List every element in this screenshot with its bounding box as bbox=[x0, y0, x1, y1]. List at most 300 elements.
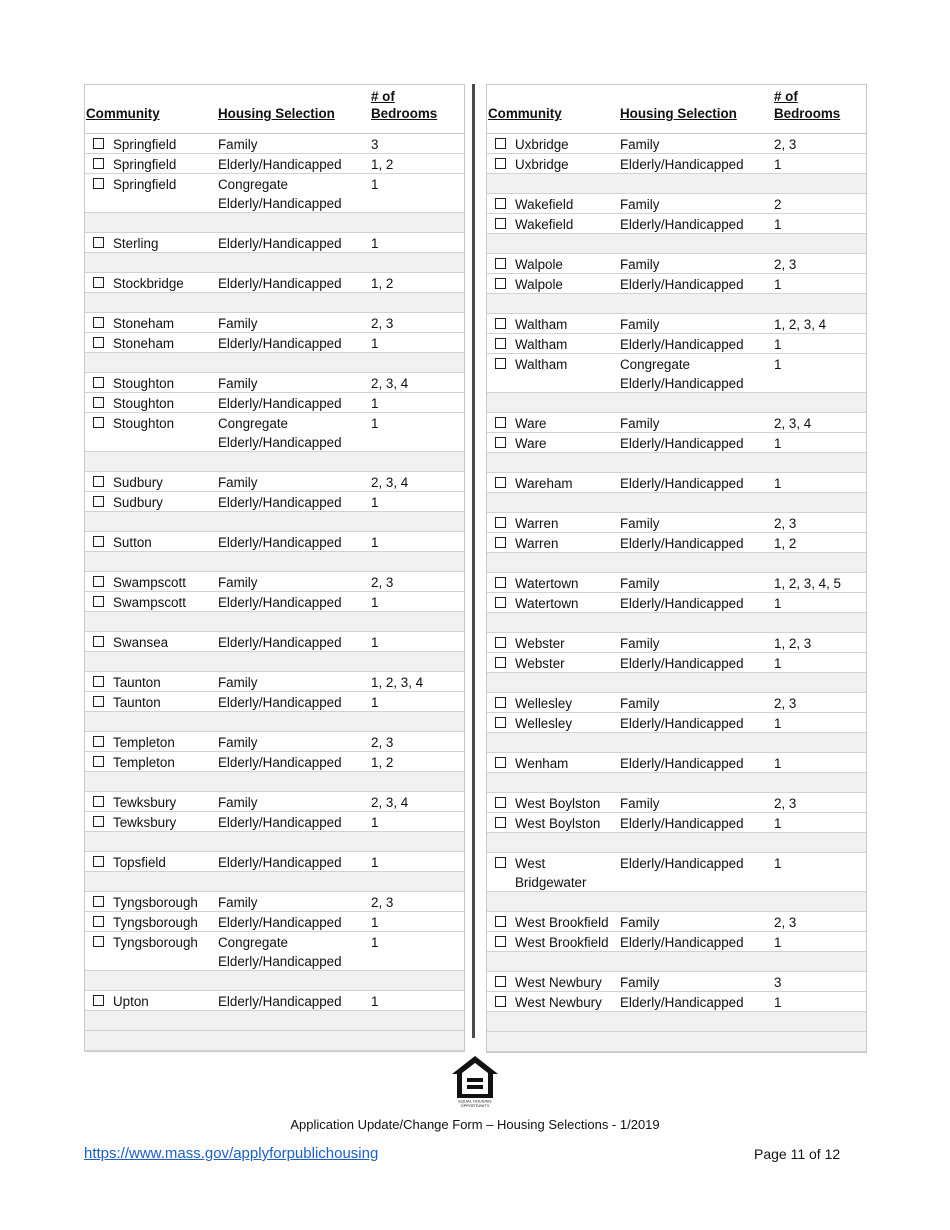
housing-selection-cell: Elderly/Handicapped bbox=[218, 595, 342, 610]
housing-selection-cell: Family bbox=[620, 257, 660, 272]
community-cell: Warren bbox=[515, 516, 559, 531]
left-table bbox=[84, 84, 465, 1052]
selection-checkbox[interactable] bbox=[93, 277, 104, 288]
bedrooms-cell: 1 bbox=[371, 815, 379, 830]
community-cell: Taunton bbox=[113, 695, 161, 710]
table-row bbox=[85, 273, 464, 293]
bedrooms-cell: 1 bbox=[371, 495, 379, 510]
spacer-row bbox=[85, 612, 464, 632]
header-bedrooms-line2: Bedrooms bbox=[371, 106, 438, 121]
bedrooms-cell: 2, 3 bbox=[774, 516, 797, 531]
selection-checkbox[interactable] bbox=[93, 576, 104, 587]
community-cell: Springfield bbox=[113, 157, 177, 172]
table-row bbox=[487, 853, 866, 892]
community-cell: Tewksbury bbox=[113, 815, 177, 830]
table-row bbox=[85, 632, 464, 652]
housing-selection-cell: Elderly/Handicapped bbox=[218, 815, 342, 830]
table-row bbox=[85, 852, 464, 872]
housing-selection-cell: Family bbox=[218, 137, 258, 152]
table-row bbox=[85, 532, 464, 552]
equal-housing-opportunity-icon bbox=[450, 1054, 500, 1108]
spacer-row bbox=[487, 733, 866, 753]
community-cell: Templeton bbox=[113, 735, 175, 750]
table-row bbox=[487, 134, 866, 154]
selection-checkbox[interactable] bbox=[495, 437, 506, 448]
spacer-row bbox=[487, 892, 866, 912]
bedrooms-cell: 1 bbox=[774, 716, 782, 731]
spacer-row bbox=[487, 773, 866, 793]
table-row bbox=[85, 592, 464, 612]
selection-checkbox[interactable] bbox=[93, 397, 104, 408]
housing-selection-cell: Family bbox=[218, 795, 258, 810]
bedrooms-cell: 1 bbox=[774, 217, 782, 232]
spacer-row bbox=[487, 673, 866, 693]
spacer-row bbox=[487, 1032, 866, 1052]
table-row bbox=[85, 991, 464, 1011]
spacer-row bbox=[85, 293, 464, 313]
selection-checkbox[interactable] bbox=[93, 995, 104, 1006]
selection-checkbox[interactable] bbox=[93, 936, 104, 947]
housing-selection-cell: Family bbox=[620, 137, 660, 152]
housing-selection-cell: Elderly/Handicapped bbox=[620, 856, 744, 871]
community-cell: Walpole bbox=[515, 257, 563, 272]
spacer-row bbox=[85, 512, 464, 532]
spacer-row bbox=[85, 552, 464, 572]
table-row bbox=[487, 473, 866, 493]
selection-checkbox[interactable] bbox=[495, 717, 506, 728]
bedrooms-cell: 3 bbox=[371, 137, 379, 152]
community-cell: Taunton bbox=[113, 675, 161, 690]
table-row bbox=[85, 572, 464, 592]
table-row bbox=[487, 334, 866, 354]
right-table-body bbox=[487, 134, 866, 1052]
selection-checkbox[interactable] bbox=[93, 337, 104, 348]
table-row bbox=[487, 214, 866, 234]
bedrooms-cell: 1 bbox=[371, 994, 379, 1009]
selection-checkbox[interactable] bbox=[495, 477, 506, 488]
table-row bbox=[487, 653, 866, 673]
selection-checkbox[interactable] bbox=[93, 317, 104, 328]
community-cell: West Brookfield bbox=[515, 935, 609, 950]
table-row bbox=[85, 233, 464, 253]
selection-checkbox[interactable] bbox=[495, 976, 506, 987]
selection-checkbox[interactable] bbox=[93, 756, 104, 767]
svg-text:EQUAL HOUSING: EQUAL HOUSING bbox=[458, 1098, 492, 1104]
selection-checkbox[interactable] bbox=[93, 237, 104, 248]
housing-selection-cell: Elderly/Handicapped bbox=[218, 236, 342, 251]
housing-selection-cell: Family bbox=[620, 197, 660, 212]
selection-checkbox[interactable] bbox=[495, 936, 506, 947]
community-cell: Webster bbox=[515, 636, 565, 651]
housing-selection-cell: Family bbox=[218, 316, 258, 331]
selection-checkbox[interactable] bbox=[495, 637, 506, 648]
table-row bbox=[85, 492, 464, 512]
selection-checkbox[interactable] bbox=[93, 377, 104, 388]
table-row bbox=[487, 633, 866, 653]
selection-checkbox[interactable] bbox=[495, 318, 506, 329]
housing-selection-cell: Elderly/Handicapped bbox=[620, 436, 744, 451]
bedrooms-cell: 1 bbox=[774, 357, 782, 372]
housing-selection-cell: Family bbox=[218, 895, 258, 910]
community-cell: West Brookfield bbox=[515, 915, 609, 930]
spacer-row bbox=[487, 1012, 866, 1032]
housing-selection-cell: Family bbox=[620, 915, 660, 930]
housing-selection-cell: Family bbox=[620, 516, 660, 531]
community-cell: Watertown bbox=[515, 576, 579, 591]
bedrooms-cell: 2, 3, 4 bbox=[371, 475, 409, 490]
table-row bbox=[487, 274, 866, 294]
spacer-row bbox=[85, 253, 464, 273]
housing-selection-cell: Family bbox=[218, 675, 258, 690]
table-row bbox=[85, 892, 464, 912]
table-row bbox=[487, 194, 866, 214]
bedrooms-cell: 1 bbox=[774, 596, 782, 611]
bedrooms-cell: 1, 2 bbox=[371, 276, 394, 291]
spacer-row bbox=[85, 832, 464, 852]
selection-checkbox[interactable] bbox=[495, 797, 506, 808]
community-cell: Sterling bbox=[113, 236, 159, 251]
page-number: Page 11 of 12 bbox=[754, 1146, 841, 1162]
header-bedrooms-line1: # of bbox=[371, 89, 395, 104]
svg-text:OPPORTUNITY: OPPORTUNITY bbox=[460, 1103, 490, 1108]
table-row bbox=[487, 433, 866, 453]
community-cell: Waltham bbox=[515, 337, 568, 352]
spacer-row bbox=[85, 712, 464, 732]
selection-checkbox[interactable] bbox=[93, 417, 104, 428]
selection-checkbox[interactable] bbox=[495, 757, 506, 768]
bedrooms-cell: 1 bbox=[371, 396, 379, 411]
community-cell: Warren bbox=[515, 536, 559, 551]
bedrooms-cell: 1 bbox=[774, 995, 782, 1010]
bedrooms-cell: 1 bbox=[371, 177, 379, 192]
table-row bbox=[85, 692, 464, 712]
table-row bbox=[487, 573, 866, 593]
selection-checkbox[interactable] bbox=[495, 916, 506, 927]
housing-selection-cell: Elderly/Handicapped bbox=[218, 396, 342, 411]
table-row bbox=[487, 314, 866, 334]
table-row bbox=[487, 154, 866, 174]
bedrooms-cell: 1 bbox=[774, 856, 782, 871]
community-cell: Stoneham bbox=[113, 316, 175, 331]
header-bedrooms-line2: Bedrooms bbox=[774, 106, 841, 121]
housing-selection-cell: Elderly/Handicapped bbox=[620, 217, 744, 232]
community-cell: Sudbury bbox=[113, 495, 163, 510]
bedrooms-cell: 2, 3, 4 bbox=[371, 795, 409, 810]
bedrooms-cell: 1 bbox=[774, 656, 782, 671]
table-row bbox=[85, 413, 464, 452]
bedrooms-cell: 1 bbox=[774, 337, 782, 352]
bedrooms-cell: 1, 2, 3, 4 bbox=[371, 675, 424, 690]
community-cell: West Bridgewater bbox=[515, 856, 587, 890]
bedrooms-cell: 1, 2 bbox=[371, 755, 394, 770]
header-bedrooms bbox=[774, 88, 840, 122]
community-cell: Swampscott bbox=[113, 575, 186, 590]
community-cell: Tyngsborough bbox=[113, 935, 198, 950]
housing-selection-cell: Congregate Elderly/Handicapped bbox=[218, 935, 342, 969]
selection-checkbox[interactable] bbox=[495, 198, 506, 209]
spacer-row bbox=[487, 453, 866, 473]
footer-link[interactable]: https://www.mass.gov/applyforpublichousing bbox=[84, 1145, 379, 1162]
table-row bbox=[487, 593, 866, 613]
community-cell: Uxbridge bbox=[515, 137, 569, 152]
community-cell: West Newbury bbox=[515, 975, 602, 990]
housing-selection-cell: Elderly/Handicapped bbox=[620, 816, 744, 831]
table-row bbox=[487, 992, 866, 1012]
housing-selection-cell: Elderly/Handicapped bbox=[620, 536, 744, 551]
bedrooms-cell: 2, 3 bbox=[774, 137, 797, 152]
table-row bbox=[85, 752, 464, 772]
left-table-body bbox=[85, 134, 464, 1051]
bedrooms-cell: 1, 2, 3, 4 bbox=[774, 317, 827, 332]
community-cell: Templeton bbox=[113, 755, 175, 770]
community-cell: Wakefield bbox=[515, 197, 574, 212]
bedrooms-cell: 2, 3, 4 bbox=[371, 376, 409, 391]
community-cell: Topsfield bbox=[113, 855, 166, 870]
header-housing-selection: Housing Selection bbox=[620, 106, 737, 121]
bedrooms-cell: 1 bbox=[774, 277, 782, 292]
bedrooms-cell: 2, 3 bbox=[371, 895, 394, 910]
selection-checkbox[interactable] bbox=[93, 736, 104, 747]
table-row bbox=[85, 393, 464, 413]
selection-checkbox[interactable] bbox=[495, 597, 506, 608]
bedrooms-cell: 2, 3 bbox=[774, 696, 797, 711]
community-cell: Sudbury bbox=[113, 475, 163, 490]
community-cell: Wellesley bbox=[515, 696, 573, 711]
table-row bbox=[85, 174, 464, 213]
selection-checkbox[interactable] bbox=[93, 816, 104, 827]
selection-checkbox[interactable] bbox=[495, 338, 506, 349]
selection-checkbox[interactable] bbox=[93, 896, 104, 907]
selection-checkbox[interactable] bbox=[93, 178, 104, 189]
housing-selection-cell: Elderly/Handicapped bbox=[218, 535, 342, 550]
selection-checkbox[interactable] bbox=[495, 158, 506, 169]
housing-selection-cell: Family bbox=[620, 796, 660, 811]
housing-selection-cell: Congregate Elderly/Handicapped bbox=[218, 416, 342, 450]
table-row bbox=[487, 912, 866, 932]
table-row bbox=[85, 912, 464, 932]
table-row bbox=[487, 693, 866, 713]
bedrooms-cell: 1 bbox=[371, 935, 379, 950]
community-cell: Walpole bbox=[515, 277, 563, 292]
housing-selection-cell: Elderly/Handicapped bbox=[620, 157, 744, 172]
table-row bbox=[487, 813, 866, 833]
bedrooms-cell: 1 bbox=[774, 756, 782, 771]
bedrooms-cell: 1 bbox=[774, 816, 782, 831]
selection-checkbox[interactable] bbox=[93, 158, 104, 169]
bedrooms-cell: 2, 3 bbox=[371, 316, 394, 331]
housing-selection-cell: Elderly/Handicapped bbox=[218, 276, 342, 291]
housing-selection-cell: Elderly/Handicapped bbox=[218, 994, 342, 1009]
housing-selection-cell: Family bbox=[218, 376, 258, 391]
spacer-row bbox=[487, 234, 866, 254]
community-cell: Stoughton bbox=[113, 376, 175, 391]
header-housing-selection: Housing Selection bbox=[218, 106, 335, 121]
housing-selection-cell: Family bbox=[620, 636, 660, 651]
community-cell: Webster bbox=[515, 656, 565, 671]
community-cell: Stoughton bbox=[113, 396, 175, 411]
selection-checkbox[interactable] bbox=[495, 218, 506, 229]
community-cell: West Boylston bbox=[515, 816, 601, 831]
table-row bbox=[85, 134, 464, 154]
selection-checkbox[interactable] bbox=[93, 496, 104, 507]
table-row bbox=[85, 792, 464, 812]
community-cell: West Newbury bbox=[515, 995, 602, 1010]
housing-selection-cell: Family bbox=[620, 317, 660, 332]
selection-checkbox[interactable] bbox=[93, 696, 104, 707]
housing-selection-cell: Family bbox=[620, 696, 660, 711]
housing-selection-cell: Family bbox=[218, 575, 258, 590]
housing-selection-cell: Elderly/Handicapped bbox=[620, 656, 744, 671]
housing-selection-cell: Elderly/Handicapped bbox=[620, 277, 744, 292]
selection-checkbox[interactable] bbox=[495, 857, 506, 868]
housing-selection-cell: Family bbox=[620, 416, 660, 431]
selection-checkbox[interactable] bbox=[495, 417, 506, 428]
community-cell: Ware bbox=[515, 436, 547, 451]
housing-selection-cell: Elderly/Handicapped bbox=[620, 337, 744, 352]
spacer-row bbox=[487, 833, 866, 853]
housing-selection-cell: Elderly/Handicapped bbox=[620, 935, 744, 950]
right-table bbox=[486, 84, 867, 1053]
housing-selection-cell: Elderly/Handicapped bbox=[218, 915, 342, 930]
selection-checkbox[interactable] bbox=[93, 536, 104, 547]
spacer-row bbox=[85, 971, 464, 991]
housing-selection-cell: Elderly/Handicapped bbox=[620, 716, 744, 731]
table-row bbox=[85, 472, 464, 492]
spacer-row bbox=[85, 213, 464, 233]
bedrooms-cell: 1 bbox=[371, 336, 379, 351]
selection-checkbox[interactable] bbox=[93, 796, 104, 807]
bedrooms-cell: 1 bbox=[774, 476, 782, 491]
header-community: Community bbox=[86, 106, 160, 121]
selection-checkbox[interactable] bbox=[495, 517, 506, 528]
spacer-row bbox=[487, 174, 866, 194]
table-row bbox=[487, 533, 866, 553]
spacer-row bbox=[85, 772, 464, 792]
table-row bbox=[487, 513, 866, 533]
table-row bbox=[85, 373, 464, 393]
spacer-row bbox=[487, 952, 866, 972]
selection-checkbox[interactable] bbox=[495, 537, 506, 548]
table-row bbox=[85, 812, 464, 832]
selection-checkbox[interactable] bbox=[93, 856, 104, 867]
community-cell: Watertown bbox=[515, 596, 579, 611]
community-cell: Wenham bbox=[515, 756, 569, 771]
footer-title: Application Update/Change Form – Housing Selections - 1/2019 bbox=[290, 1117, 660, 1132]
community-cell: Upton bbox=[113, 994, 149, 1009]
community-cell: Sutton bbox=[113, 535, 152, 550]
selection-checkbox[interactable] bbox=[93, 596, 104, 607]
spacer-row bbox=[487, 553, 866, 573]
table-row bbox=[85, 932, 464, 971]
community-cell: Wareham bbox=[515, 476, 573, 491]
community-cell: Waltham bbox=[515, 317, 568, 332]
bedrooms-cell: 1, 2 bbox=[774, 536, 797, 551]
community-cell: Tyngsborough bbox=[113, 915, 198, 930]
selection-checkbox[interactable] bbox=[495, 138, 506, 149]
housing-selection-cell: Elderly/Handicapped bbox=[620, 756, 744, 771]
community-cell: Springfield bbox=[113, 177, 177, 192]
community-cell: Wakefield bbox=[515, 217, 574, 232]
housing-selection-cell: Elderly/Handicapped bbox=[218, 635, 342, 650]
bedrooms-cell: 1, 2, 3 bbox=[774, 636, 812, 651]
selection-checkbox[interactable] bbox=[93, 636, 104, 647]
housing-selection-cell: Elderly/Handicapped bbox=[218, 157, 342, 172]
table-row bbox=[487, 793, 866, 813]
selection-checkbox[interactable] bbox=[495, 358, 506, 369]
table-row bbox=[487, 713, 866, 733]
table-row bbox=[85, 313, 464, 333]
housing-selection-cell: Elderly/Handicapped bbox=[218, 695, 342, 710]
selection-checkbox[interactable] bbox=[495, 996, 506, 1007]
bedrooms-cell: 2 bbox=[774, 197, 782, 212]
bedrooms-cell: 1 bbox=[774, 157, 782, 172]
table-row bbox=[487, 354, 866, 393]
housing-selection-cell: Elderly/Handicapped bbox=[620, 476, 744, 491]
community-cell: Stoughton bbox=[113, 416, 175, 431]
community-cell: Stoneham bbox=[113, 336, 175, 351]
bedrooms-cell: 1 bbox=[371, 635, 379, 650]
housing-selection-cell: Elderly/Handicapped bbox=[218, 495, 342, 510]
community-cell: Stockbridge bbox=[113, 276, 184, 291]
housing-selection-cell: Congregate Elderly/Handicapped bbox=[620, 357, 744, 391]
community-cell: Waltham bbox=[515, 357, 568, 372]
spacer-row bbox=[85, 1031, 464, 1051]
spacer-row bbox=[85, 452, 464, 472]
bedrooms-cell: 2, 3 bbox=[774, 796, 797, 811]
selection-checkbox[interactable] bbox=[93, 476, 104, 487]
selection-checkbox[interactable] bbox=[495, 697, 506, 708]
bedrooms-cell: 1 bbox=[371, 535, 379, 550]
housing-selection-cell: Family bbox=[620, 576, 660, 591]
table-row bbox=[85, 672, 464, 692]
housing-selection-cell: Elderly/Handicapped bbox=[620, 995, 744, 1010]
table-header bbox=[85, 85, 464, 134]
housing-selection-cell: Elderly/Handicapped bbox=[218, 855, 342, 870]
selection-checkbox[interactable] bbox=[93, 676, 104, 687]
community-cell: Springfield bbox=[113, 137, 177, 152]
bedrooms-cell: 2, 3 bbox=[371, 575, 394, 590]
bedrooms-cell: 2, 3 bbox=[774, 915, 797, 930]
bedrooms-cell: 2, 3 bbox=[774, 257, 797, 272]
selection-checkbox[interactable] bbox=[495, 258, 506, 269]
bedrooms-cell: 1 bbox=[371, 695, 379, 710]
spacer-row bbox=[487, 294, 866, 314]
housing-selection-cell: Elderly/Handicapped bbox=[218, 755, 342, 770]
table-row bbox=[487, 932, 866, 952]
selection-checkbox[interactable] bbox=[495, 278, 506, 289]
spacer-row bbox=[85, 872, 464, 892]
community-cell: Ware bbox=[515, 416, 547, 431]
housing-selection-cell: Elderly/Handicapped bbox=[620, 596, 744, 611]
spacer-row bbox=[487, 613, 866, 633]
selection-checkbox[interactable] bbox=[495, 817, 506, 828]
spacer-row bbox=[487, 393, 866, 413]
bedrooms-cell: 1 bbox=[371, 236, 379, 251]
bedrooms-cell: 1, 2, 3, 4, 5 bbox=[774, 576, 841, 591]
community-cell: Swampscott bbox=[113, 595, 186, 610]
selection-checkbox[interactable] bbox=[93, 916, 104, 927]
selection-checkbox[interactable] bbox=[495, 657, 506, 668]
table-row bbox=[487, 753, 866, 773]
table-row bbox=[85, 732, 464, 752]
bedrooms-cell: 1 bbox=[371, 855, 379, 870]
selection-checkbox[interactable] bbox=[495, 577, 506, 588]
column-divider bbox=[472, 84, 475, 1038]
selection-checkbox[interactable] bbox=[93, 138, 104, 149]
header-community: Community bbox=[488, 106, 562, 121]
housing-selection-cell: Congregate Elderly/Handicapped bbox=[218, 177, 342, 211]
table-row bbox=[487, 972, 866, 992]
